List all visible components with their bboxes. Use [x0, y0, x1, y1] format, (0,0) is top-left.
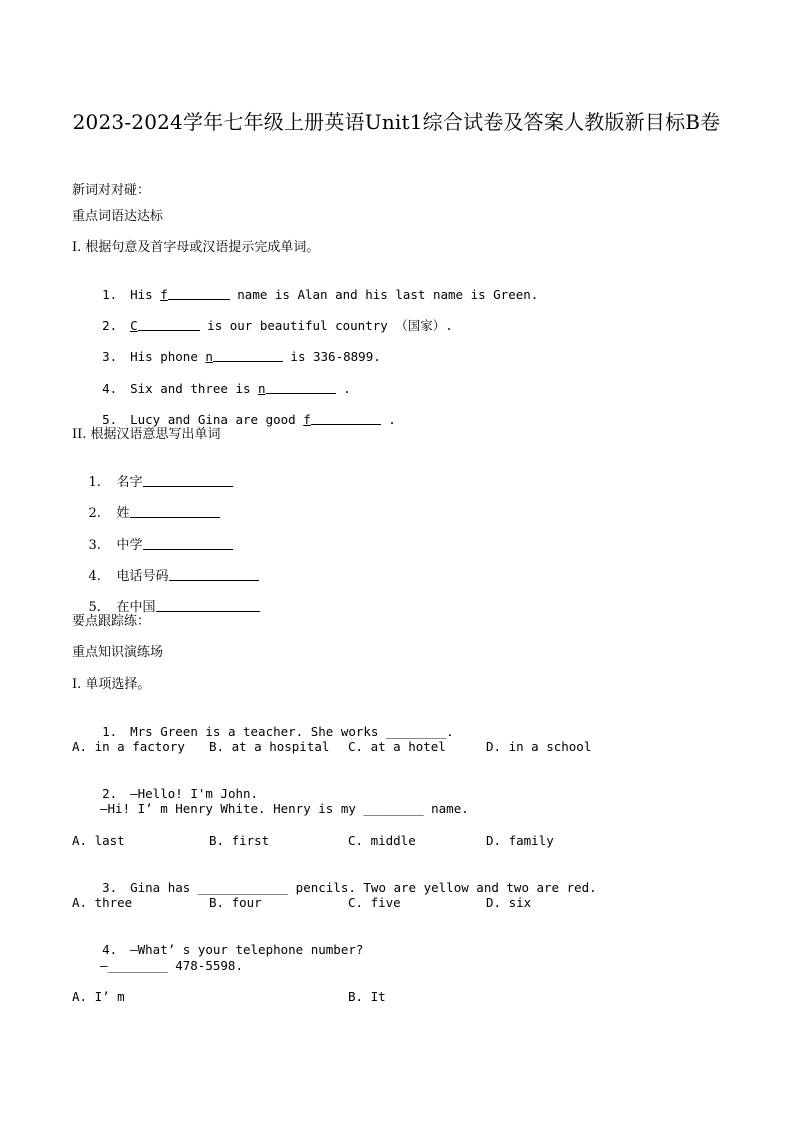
- option-c: C. middle: [348, 833, 416, 848]
- part1-heading: I. 根据句意及首字母或汉语提示完成单词。: [72, 240, 320, 255]
- section-tracking: 要点跟踪练：: [72, 614, 151, 629]
- question-2: 2. —Hello! I'm John.: [102, 786, 259, 801]
- section-practice: 重点知识演练场: [72, 645, 164, 660]
- part2-item: 3. 中学: [72, 521, 233, 570]
- section-key-words: 重点词语达达标: [72, 209, 164, 224]
- section-new-words: 新词对对碰：: [72, 183, 151, 198]
- option-c: C. at a hotel: [348, 739, 446, 754]
- question-2-line2: —Hi! I’ m Henry White. Henry is my ________ name.: [100, 801, 469, 816]
- part1-item: 1. His f name is Alan and his last name is Green.: [102, 287, 539, 302]
- question-3: 3. Gina has ____________ pencils. Two are yellow and two are red.: [102, 880, 597, 895]
- part2-heading: II. 根据汉语意思写出单词: [72, 427, 221, 442]
- option-b: B. It: [348, 989, 386, 1004]
- part2-item: 1. 名字: [72, 458, 233, 507]
- option-a: A. in a factory: [72, 739, 185, 754]
- page-title: 2023-2024学年七年级上册英语Unit1综合试卷及答案人教版新目标B卷: [72, 110, 721, 134]
- option-a: A. I’ m: [72, 989, 125, 1004]
- question-4-line2: —________ 478-5598.: [100, 958, 243, 973]
- part1-item: 4. Six and three is n .: [102, 381, 351, 396]
- part2-item: 2. 姓: [72, 489, 220, 538]
- part1-item: 2. C is our beautiful country （国家）.: [102, 318, 453, 333]
- part1-item: 5. Lucy and Gina are good f .: [102, 412, 396, 427]
- part2-item: 4. 电话号码: [72, 552, 259, 601]
- option-b: B. at a hospital: [209, 739, 330, 754]
- option-b: B. four: [209, 895, 262, 910]
- option-a: A. last: [72, 833, 125, 848]
- option-d: D. six: [486, 895, 532, 910]
- option-b: B. first: [209, 833, 270, 848]
- mcq-heading: I. 单项选择。: [72, 677, 151, 692]
- part1-item: 3. His phone n is 336-8899.: [102, 349, 381, 364]
- option-d: D. in a school: [486, 739, 592, 754]
- option-c: C. five: [348, 895, 401, 910]
- question-1: 1. Mrs Green is a teacher. She works ________.: [102, 724, 454, 739]
- option-d: D. family: [486, 833, 554, 848]
- part2-item: 5. 在中国: [72, 583, 260, 632]
- question-4: 4. —What’ s your telephone number?: [102, 942, 364, 957]
- option-a: A. three: [72, 895, 133, 910]
